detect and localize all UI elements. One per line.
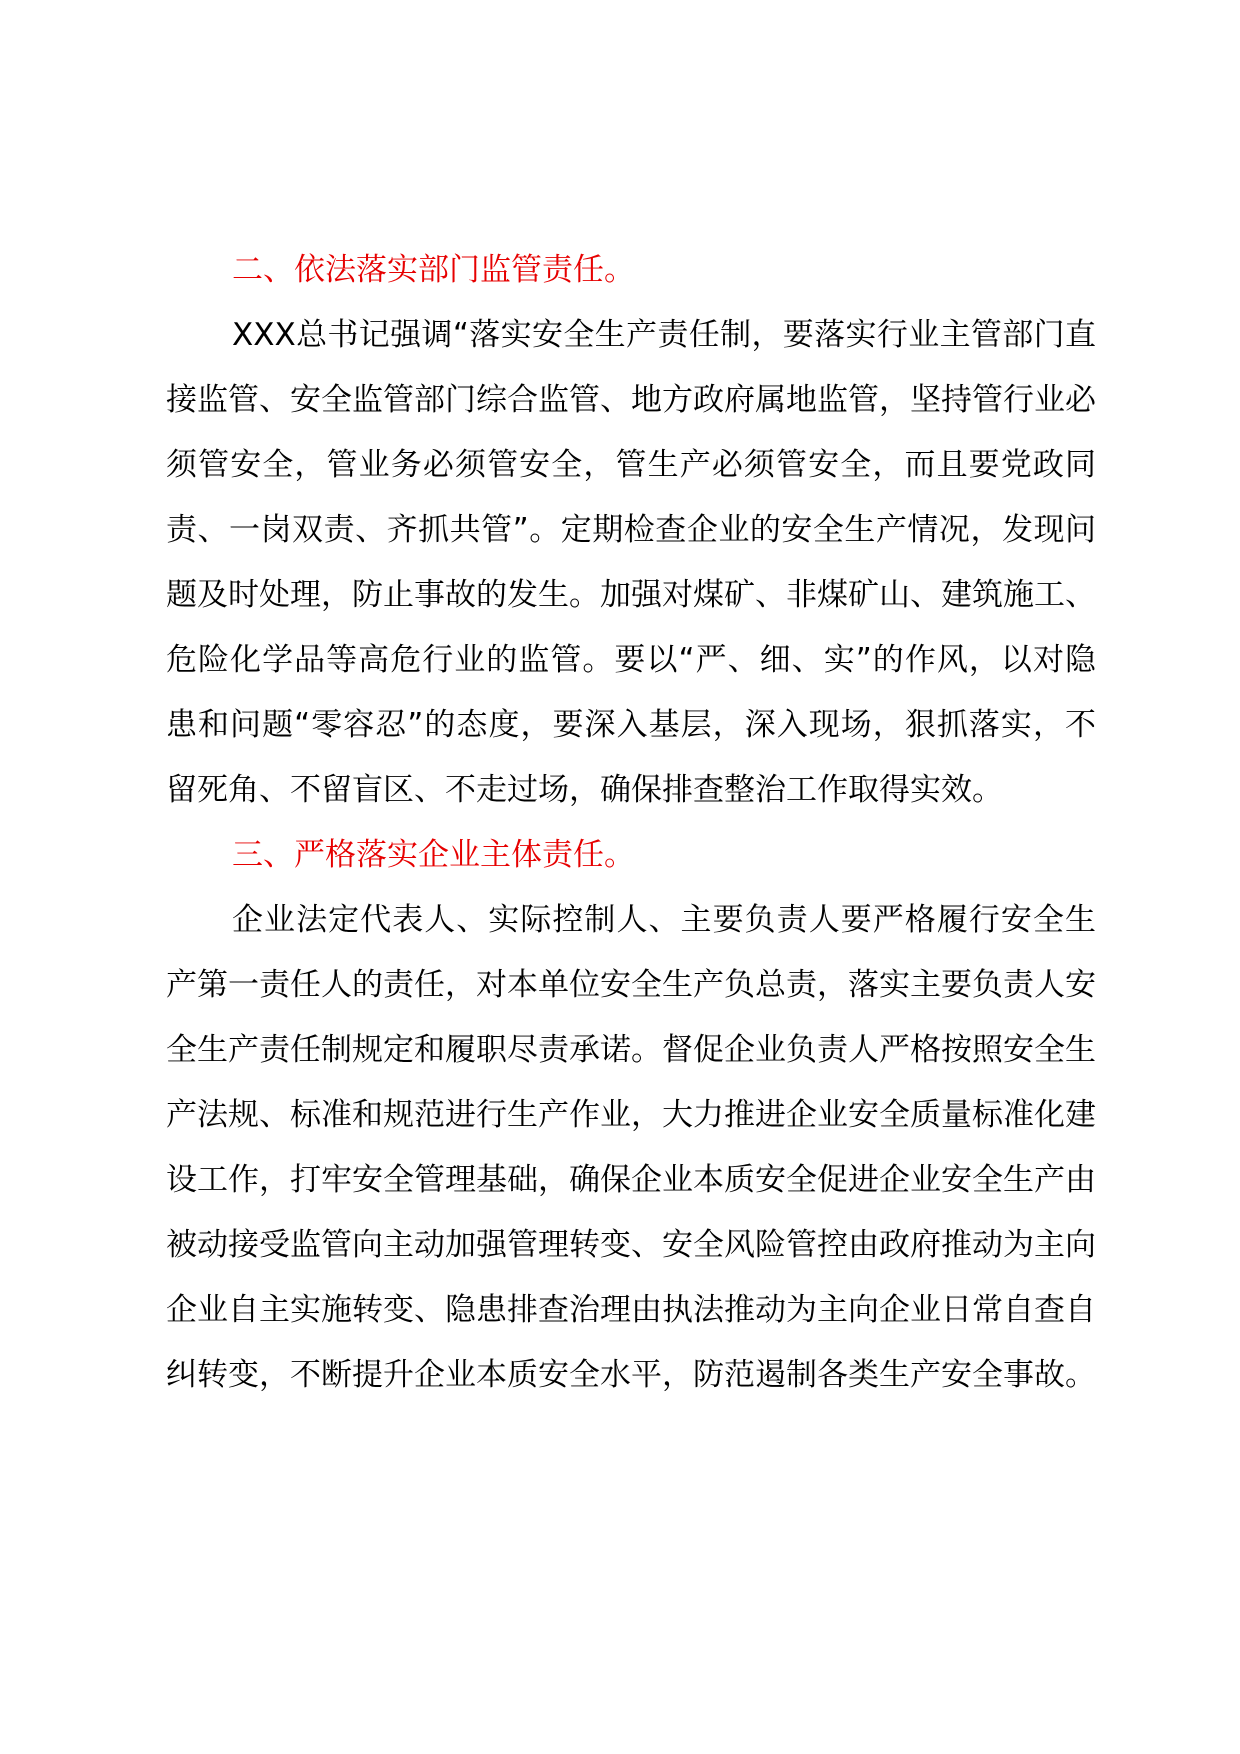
- document-body: [166, 238, 1096, 1408]
- section-paragraph: 企业法定代表人、实际控制人、主要负责人要严格履行安全生产第一责任人的责任，对本单位安全生产负总责，落实主要负责人安全生产责任制规定和履职尽责承诺。督促企业负责人严格按照安全生产法规、标准和规范进行生产作业，大力推进企业安全质量标准化建设工作，打牢安全管理基础，确保企业本质安全促进企业安全生产由被动接受监管向主动加强管理转变、安全风险管控由政府推动为主向企业自主实施转变、隐患排查治理由执法推动为主向企业日常自查自纠转变，不断提升企业本质安全水平，防范遏制各类生产安全事故。: [166, 902, 1096, 1393]
- section-paragraph: XXX总书记强调“落实安全生产责任制，要落实行业主管部门直接监管、安全监管部门综合监管、地方政府属地监管，坚持管行业必须管安全，管业务必须管安全，管生产必须管安全，而且要党政同责、一岗双责、齐抓共管”。定期检查企业的安全生产情况，发现问题及时处理，防止事故的发生。加强对煤矿、非煤矿山、建筑施工、危险化学品等高危行业的监管。要以“严、细、实”的作风，以对隐患和问题“零容忍”的态度，要深入基层，深入现场，狠抓落实，不留死角、不留盲区、不走过场，确保排查整治工作取得实效。: [166, 317, 1096, 808]
- section-heading: 二、依法落实部门监管责任。: [232, 252, 635, 288]
- section-department-supervision: [166, 238, 1096, 823]
- section-enterprise-responsibility: [166, 823, 1096, 1408]
- section-heading: 三、严格落实企业主体责任。: [232, 837, 635, 873]
